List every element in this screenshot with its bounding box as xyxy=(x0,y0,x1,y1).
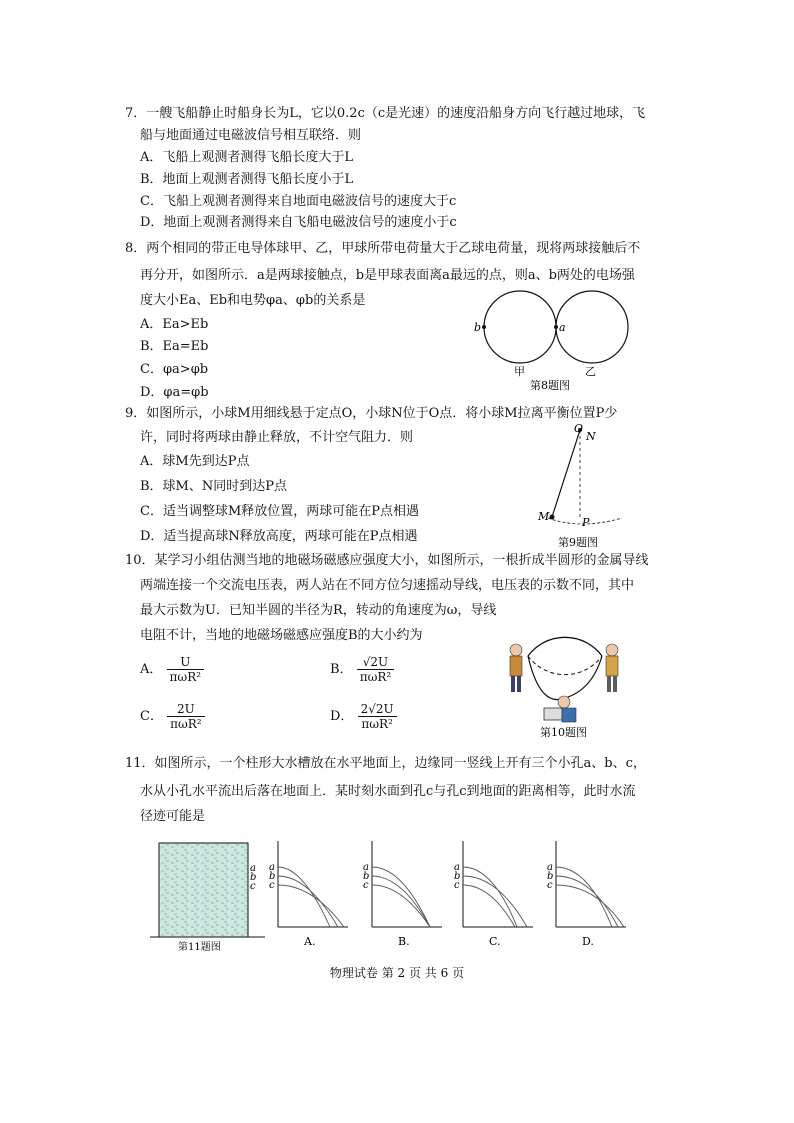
option-a-jet-a xyxy=(278,867,330,927)
option-c-label-a: a xyxy=(454,862,460,873)
q10-option-a-fraction xyxy=(167,655,205,684)
option-a-graph xyxy=(269,841,348,948)
q9-option-d: D．适当提高球N释放高度，两球可能在P点相遇 xyxy=(140,529,418,544)
option-b-label: B. xyxy=(398,935,410,948)
option-d-graph xyxy=(547,841,626,948)
q8-figure xyxy=(470,285,630,395)
q11-line-2: 水从小孔水平流出后落在地面上．某时刻水面到孔c与孔c到地面的距离相等，此时水流 xyxy=(140,784,636,799)
option-c-jet-b xyxy=(463,876,527,927)
q10-option-a xyxy=(140,655,204,684)
option-d-label: D. xyxy=(582,935,594,948)
q9-line-2: 许，同时将两球由静止释放，不计空气阻力．则 xyxy=(140,430,414,445)
label-yi: 乙 xyxy=(585,365,596,378)
label-jia: 甲 xyxy=(514,365,525,378)
q10-option-d-den: πωR² xyxy=(361,717,393,731)
wire-dashed-circle xyxy=(528,656,602,675)
person-center-head xyxy=(558,696,570,708)
q7-option-c: C．飞船上观测者测得来自地面电磁波信号的速度大于c xyxy=(140,194,457,209)
q10-option-b-label: B． xyxy=(330,662,353,677)
q10-option-d-label: D． xyxy=(330,709,354,724)
person-right-body xyxy=(606,656,618,676)
q10-caption: 第10题图 xyxy=(540,726,587,739)
person-right-leg-1 xyxy=(607,676,611,692)
option-d-label-b: b xyxy=(547,871,554,882)
q11-figures xyxy=(150,835,640,953)
person-left-leg-1 xyxy=(511,676,515,692)
q10-option-c-fraction xyxy=(167,702,205,731)
sphere-yi xyxy=(556,291,628,363)
option-b-jet-c xyxy=(372,885,430,927)
person-right-leg-2 xyxy=(613,676,617,692)
option-c-label-b: b xyxy=(454,871,461,882)
label-N: N xyxy=(586,430,596,443)
q10-option-c-num: 2U xyxy=(167,702,205,717)
wire-upper-arc xyxy=(528,637,602,656)
person-center-body xyxy=(562,708,576,722)
voltmeter-icon xyxy=(544,708,562,720)
point-a xyxy=(554,325,558,329)
wire-lower-arc xyxy=(528,656,602,700)
label-b: b xyxy=(474,321,482,334)
option-b-jet-a xyxy=(372,867,430,927)
q8-line-3: 度大小Ea、Eb和电势φa、φb的关系是 xyxy=(140,293,366,308)
tank-hole-a: a xyxy=(250,863,256,874)
q10-option-d-num: 2√2U xyxy=(358,702,397,717)
option-a-label: A. xyxy=(304,935,316,948)
point-b xyxy=(482,325,486,329)
q9-line-1: 9．如图所示，小球M用细线悬于定点O，小球N位于O点．将小球M拉离平衡位置P少 xyxy=(125,406,618,421)
q11-line-3: 径迹可能是 xyxy=(140,809,206,824)
q8-option-b: B．Ea=Eb xyxy=(140,339,209,354)
q8-option-d: D．φa=φb xyxy=(140,385,209,400)
option-a-jet-b xyxy=(278,876,338,927)
q9-option-b: B．球M、N同时到达P点 xyxy=(140,479,287,494)
tank-figure xyxy=(150,843,265,953)
q7-line-1: 7．一艘飞船静止时船身长为L，它以0.2c（c是光速）的速度沿船身方向飞行越过地球，飞 xyxy=(125,106,646,121)
q10-line-1: 10．某学习小组估测当地的地磁场磁感应强度大小，如图所示，一根折成半圆形的金属导线 xyxy=(125,553,649,568)
q10-option-c-den: πωR² xyxy=(170,717,202,731)
q10-figure xyxy=(500,598,630,740)
water-tank xyxy=(159,843,248,937)
q9-option-a: A．球M先到达P点 xyxy=(140,454,250,469)
q10-option-d-fraction xyxy=(358,702,397,731)
q9-figure xyxy=(530,420,630,552)
q10-option-d xyxy=(330,702,397,731)
option-b-graph xyxy=(363,841,442,948)
q7-option-a: A．飞船上观测者测得飞船长度大于L xyxy=(140,150,354,165)
option-b-label-b: b xyxy=(363,871,370,882)
option-b-label-a: a xyxy=(363,862,369,873)
option-d-label-c: c xyxy=(547,880,553,891)
tank-hole-b: b xyxy=(250,872,257,883)
label-O: O xyxy=(574,422,584,435)
q10-option-a-label: A． xyxy=(140,662,163,677)
q8-option-c: C．φa>φb xyxy=(140,362,209,377)
option-d-label-a: a xyxy=(547,862,553,873)
q8-option-a: A．Ea>Eb xyxy=(140,317,209,332)
q10-option-c xyxy=(140,702,205,731)
person-right-head xyxy=(606,644,618,656)
label-a: a xyxy=(559,321,566,334)
q10-option-c-label: C． xyxy=(140,709,163,724)
sphere-jia xyxy=(484,291,556,363)
q10-option-a-num: U xyxy=(167,655,205,670)
q8-caption: 第8题图 xyxy=(530,379,570,392)
option-a-label-c: c xyxy=(269,880,275,891)
page-footer: 物理试卷 第 2 页 共 6 页 xyxy=(329,966,465,980)
q10-option-a-den: πωR² xyxy=(169,670,202,684)
q10-line-3: 最大示数为U．已知半圆的半径为R，转动的角速度为ω，导线 xyxy=(140,603,497,618)
string-line xyxy=(552,430,580,517)
option-a-label-b: b xyxy=(269,871,276,882)
q9-caption: 第9题图 xyxy=(558,536,598,549)
q7-line-2: 船与地面通过电磁波信号相互联络．则 xyxy=(140,128,362,143)
q10-line-2: 两端连接一个交流电压表，两人站在不同方位匀速摇动导线，电压表的示数不同，其中 xyxy=(140,578,635,593)
q10-line-4: 电阻不计，当地的地磁场磁感应强度B的大小约为 xyxy=(140,628,423,643)
q10-option-b-num: √2U xyxy=(357,655,395,670)
q10-option-b xyxy=(330,655,394,684)
option-c-label-c: c xyxy=(454,880,460,891)
q7-option-b: B．地面上观测者测得飞船长度小于L xyxy=(140,172,354,187)
option-a-label-a: a xyxy=(269,862,275,873)
q8-line-1: 8．两个相同的带正电导体球甲、乙，甲球所带电荷量大于乙球电荷量，现将两球接触后不 xyxy=(125,241,641,256)
option-c-jet-a xyxy=(463,867,517,927)
person-left-head xyxy=(510,644,522,656)
option-b-label-c: c xyxy=(363,880,369,891)
q10-option-b-den: πωR² xyxy=(359,670,392,684)
person-left-leg-2 xyxy=(517,676,521,692)
label-P: P xyxy=(582,516,590,529)
q7-option-d: D．地面上观测者测得来自飞船电磁波信号的速度小于c xyxy=(140,215,457,230)
option-b-jet-b xyxy=(372,876,430,927)
option-d-jet-a xyxy=(556,867,612,927)
q11-line-1: 11．如图所示，一个柱形大水槽放在水平地面上，边缘同一竖线上开有三个小孔a、b、c， xyxy=(125,756,646,771)
q10-option-b-fraction xyxy=(357,655,395,684)
tank-hole-c: c xyxy=(250,881,256,892)
person-left-body xyxy=(510,656,522,676)
q8-line-2: 再分开，如图所示．a是两球接触点，b是甲球表面离a最远的点，则a、b两处的电场强 xyxy=(140,268,635,283)
option-d-jet-c xyxy=(556,885,624,927)
q9-option-c: C．适当调整球M释放位置，两球可能在P点相遇 xyxy=(140,504,420,519)
tank-caption: 第11题图 xyxy=(178,942,221,953)
option-c-label: C. xyxy=(489,935,501,948)
label-M: M xyxy=(538,510,550,523)
option-c-graph xyxy=(454,841,533,948)
